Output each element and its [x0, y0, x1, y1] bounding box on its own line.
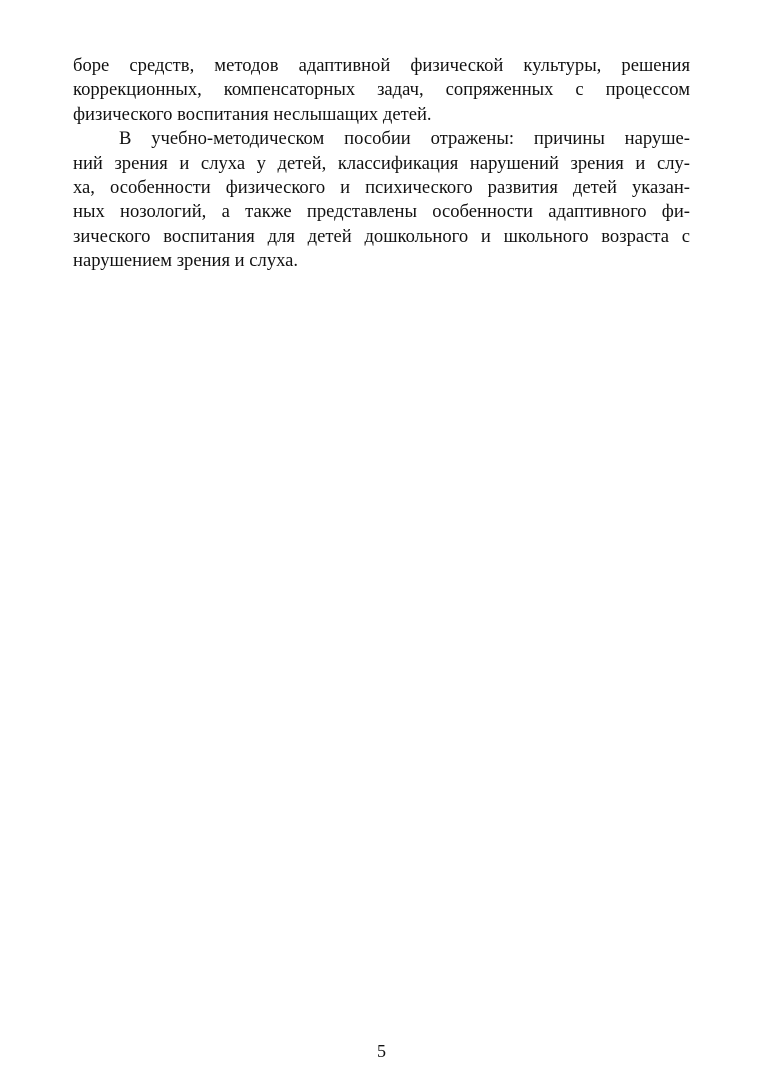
text-line: зического воспитания для детей дошкольного и школьного возраста с — [73, 225, 690, 247]
page-number: 5 — [377, 1041, 386, 1061]
paragraph-1 — [73, 54, 690, 127]
text-line: В учебно-методическом пособии отражены: причины наруше- — [119, 128, 690, 150]
text-line: боре средств, методов адаптивной физической культуры, решения — [73, 55, 690, 76]
text-line: коррекционных, компенсаторных задач, сопряженных с процессом — [73, 79, 690, 101]
paragraph-2 — [73, 127, 690, 273]
text-line: ных нозологий, а также представлены особенности адаптивного фи- — [73, 201, 690, 223]
body-text — [73, 54, 690, 274]
text-line: ха, особенности физического и психического развития детей указан- — [73, 177, 690, 199]
text-line: ний зрения и слуха у детей, классификация нарушений зрения и слу- — [73, 152, 690, 174]
text-line: нарушением зрения и слуха. — [73, 250, 299, 272]
text-line: физического воспитания неслышащих детей. — [73, 103, 432, 125]
